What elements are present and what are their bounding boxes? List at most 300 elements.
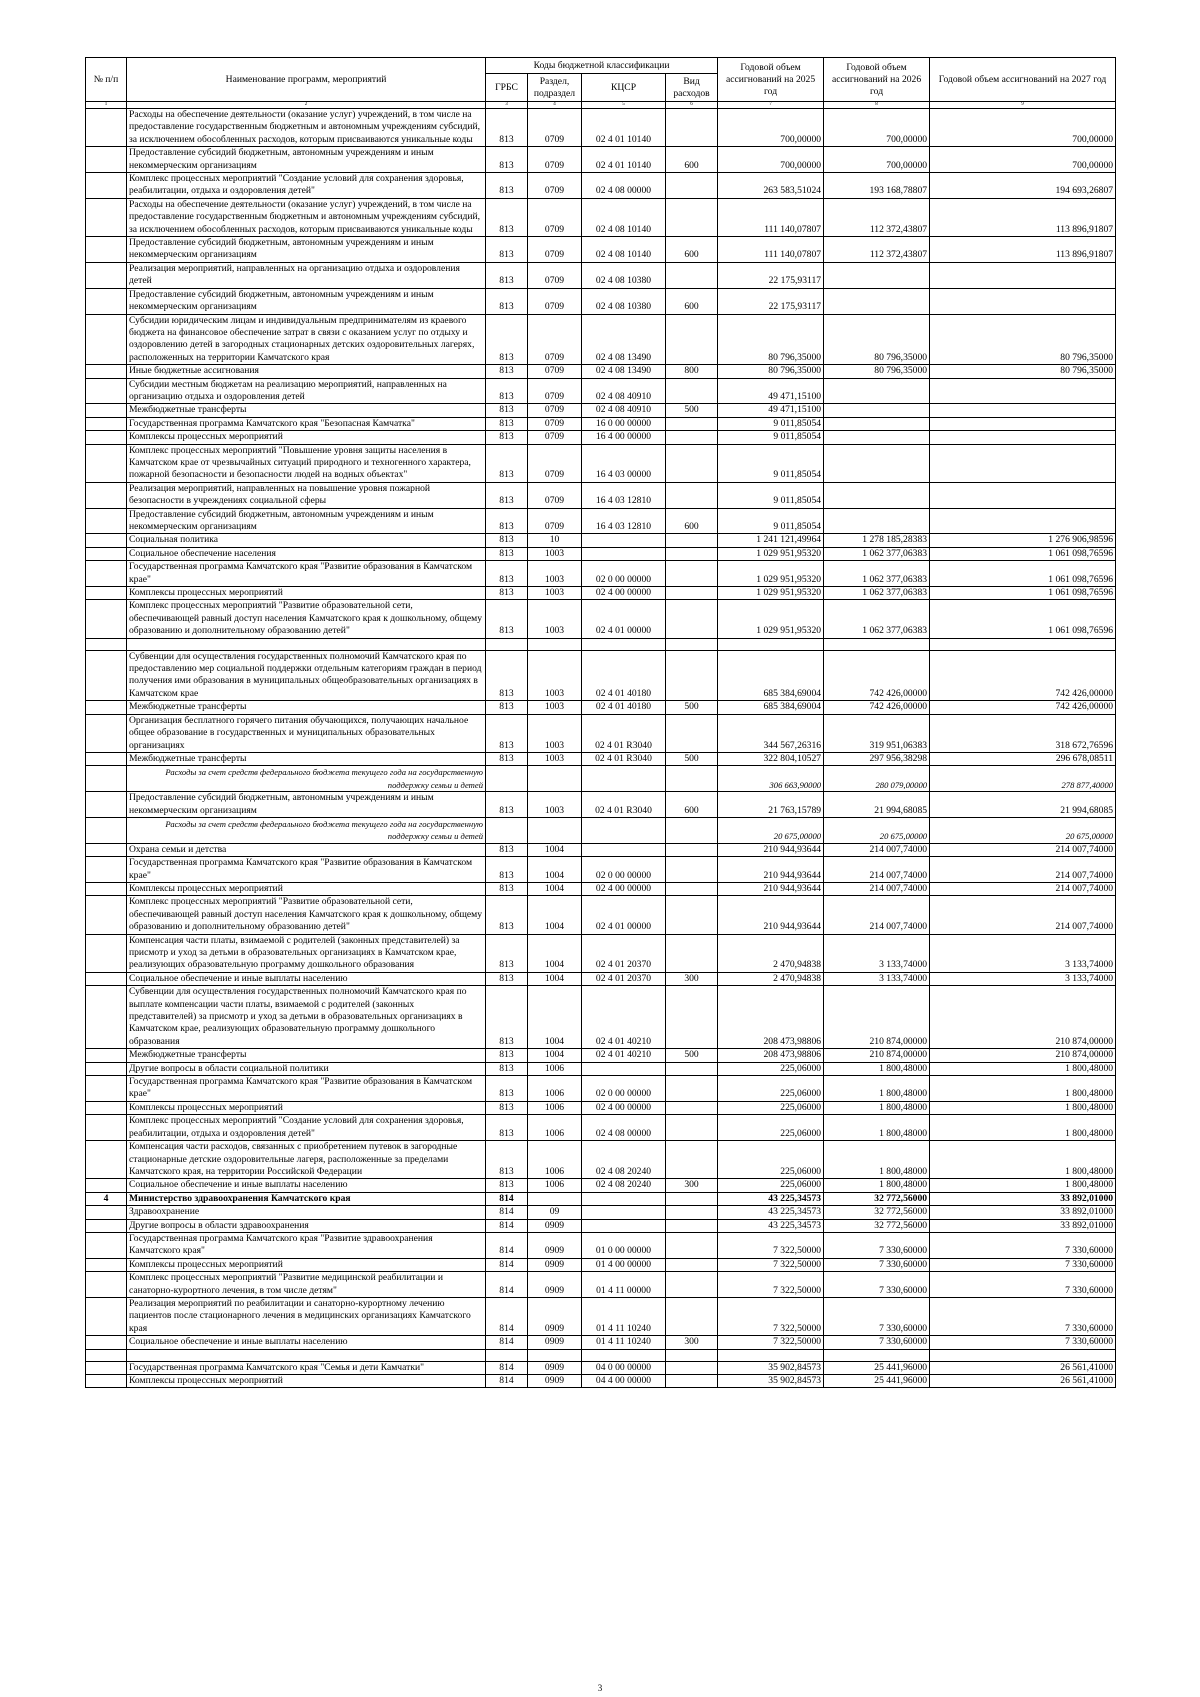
row-amount-2027: 210 874,00000 <box>930 986 1116 1049</box>
row-expense-type <box>666 1361 718 1374</box>
row-number <box>86 237 127 263</box>
row-amount-2025: 322 804,10527 <box>718 752 824 765</box>
row-amount-2026: 297 956,38298 <box>824 752 930 765</box>
row-name: Социальная политика <box>127 534 486 547</box>
table-row <box>86 365 1116 378</box>
row-section: 1003 <box>528 561 582 587</box>
row-grbs: 813 <box>486 650 528 701</box>
table-row <box>86 701 1116 714</box>
row-number <box>86 404 127 417</box>
row-amount-2027: 7 330,60000 <box>930 1336 1116 1349</box>
row-amount-2026: 214 007,74000 <box>824 882 930 895</box>
row-grbs: 813 <box>486 714 528 752</box>
row-kcsr: 02 4 01 00000 <box>582 896 666 934</box>
row-amount-2025: 210 944,93644 <box>718 857 824 883</box>
row-kcsr <box>582 1192 666 1205</box>
row-expense-type <box>666 1272 718 1298</box>
row-number <box>86 1049 127 1062</box>
row-number <box>86 792 127 818</box>
row-number <box>86 1361 127 1374</box>
header-kcsr: КЦСР <box>582 74 666 102</box>
row-section: 1003 <box>528 587 582 600</box>
row-amount-2026: 210 874,00000 <box>824 1049 930 1062</box>
row-amount-2025: 685 384,69004 <box>718 701 824 714</box>
table-row <box>86 714 1116 752</box>
table-row <box>86 587 1116 600</box>
table-row <box>86 600 1116 638</box>
row-grbs: 813 <box>486 896 528 934</box>
table-row <box>86 1258 1116 1271</box>
row-expense-type: 300 <box>666 1336 718 1349</box>
row-expense-type <box>666 109 718 147</box>
row-expense-type <box>666 534 718 547</box>
row-amount-2026: 25 441,96000 <box>824 1375 930 1388</box>
row-section: 0709 <box>528 417 582 430</box>
row-name: Расходы за счет средств федерального бюджета текущего года на государственную поддержку семьи и детей <box>127 766 486 792</box>
row-kcsr: 02 4 08 10140 <box>582 198 666 236</box>
row-number <box>86 534 127 547</box>
row-amount-2026: 112 372,43807 <box>824 237 930 263</box>
row-section: 1003 <box>528 792 582 818</box>
table-row <box>86 1101 1116 1114</box>
row-amount-2027: 1 800,48000 <box>930 1141 1116 1179</box>
row-name: Иные бюджетные ассигнования <box>127 365 486 378</box>
row-amount-2026 <box>824 417 930 430</box>
row-expense-type: 600 <box>666 288 718 314</box>
table-row <box>86 404 1116 417</box>
row-grbs: 814 <box>486 1297 528 1335</box>
row-amount-2025: 1 029 951,95320 <box>718 547 824 560</box>
row-amount-2027: 1 800,48000 <box>930 1101 1116 1114</box>
row-grbs: 813 <box>486 314 528 365</box>
row-number <box>86 896 127 934</box>
row-expense-type: 300 <box>666 1179 718 1192</box>
row-kcsr: 16 4 03 12810 <box>582 508 666 534</box>
row-amount-2027: 194 693,26807 <box>930 173 1116 199</box>
row-number <box>86 714 127 752</box>
row-section: 1006 <box>528 1076 582 1102</box>
row-name: Межбюджетные трансферты <box>127 404 486 417</box>
row-amount-2027: 33 892,01000 <box>930 1206 1116 1219</box>
table-row <box>86 109 1116 147</box>
row-amount-2027 <box>930 431 1116 444</box>
row-number <box>86 198 127 236</box>
row-grbs: 813 <box>486 1062 528 1075</box>
row-amount-2026: 7 330,60000 <box>824 1258 930 1271</box>
row-grbs: 813 <box>486 534 528 547</box>
table-row <box>86 1115 1116 1141</box>
row-name: Комплексы процессных мероприятий <box>127 1258 486 1271</box>
row-amount-2027: 80 796,35000 <box>930 365 1116 378</box>
row-kcsr: 02 4 01 R3040 <box>582 752 666 765</box>
row-grbs: 813 <box>486 109 528 147</box>
budget-table <box>85 57 1116 1388</box>
row-name: Субсидии юридическим лицам и индивидуальным предпринимателям из краевого бюджета на финансовое обеспечение затрат в связи с оказанием услуг по отдыху и оздоровлению детей в загородных стационарных детских оздоровительных лагерях, расположенных на территории Камчатского края <box>127 314 486 365</box>
row-amount-2026: 700,00000 <box>824 147 930 173</box>
row-amount-2027: 214 007,74000 <box>930 896 1116 934</box>
table-row <box>86 896 1116 934</box>
row-amount-2027: 1 800,48000 <box>930 1076 1116 1102</box>
row-expense-type <box>666 1219 718 1232</box>
row-kcsr: 02 4 00 00000 <box>582 882 666 895</box>
row-expense-type <box>666 198 718 236</box>
row-number <box>86 365 127 378</box>
row-amount-2027: 278 877,40000 <box>930 766 1116 792</box>
row-amount-2025: 7 322,50000 <box>718 1272 824 1298</box>
row-expense-type <box>666 817 718 843</box>
row-grbs: 813 <box>486 417 528 430</box>
row-expense-type: 600 <box>666 508 718 534</box>
row-amount-2027 <box>930 417 1116 430</box>
row-amount-2025: 700,00000 <box>718 109 824 147</box>
row-amount-2027: 80 796,35000 <box>930 314 1116 365</box>
row-section: 0909 <box>528 1297 582 1335</box>
row-amount-2025: 225,06000 <box>718 1115 824 1141</box>
row-amount-2026: 214 007,74000 <box>824 843 930 856</box>
row-expense-type <box>666 934 718 972</box>
row-section: 1004 <box>528 972 582 985</box>
row-name: Комплексы процессных мероприятий <box>127 431 486 444</box>
row-amount-2027 <box>930 378 1116 404</box>
row-number <box>86 1336 127 1349</box>
row-name: Комплекс процессных мероприятий "Развитие образовательной сети, обеспечивающей равный доступ населения Камчатского края к дошкольному, общему образованию и дополнительному образованию детей" <box>127 600 486 638</box>
row-kcsr: 16 4 03 12810 <box>582 482 666 508</box>
row-kcsr: 02 4 08 13490 <box>582 365 666 378</box>
row-grbs: 813 <box>486 701 528 714</box>
table-row <box>86 1192 1116 1205</box>
row-amount-2027: 214 007,74000 <box>930 857 1116 883</box>
row-grbs: 813 <box>486 843 528 856</box>
row-number <box>86 843 127 856</box>
row-expense-type <box>666 1115 718 1141</box>
row-name: Реализация мероприятий, направленных на организацию отдыха и оздоровления детей <box>127 262 486 288</box>
row-amount-2027: 26 561,41000 <box>930 1361 1116 1374</box>
row-number <box>86 288 127 314</box>
row-amount-2027: 7 330,60000 <box>930 1232 1116 1258</box>
row-expense-type <box>666 600 718 638</box>
row-amount-2026: 210 874,00000 <box>824 986 930 1049</box>
table-row <box>86 1206 1116 1219</box>
row-expense-type <box>666 857 718 883</box>
row-amount-2026: 319 951,06383 <box>824 714 930 752</box>
row-amount-2026: 214 007,74000 <box>824 857 930 883</box>
row-amount-2027: 7 330,60000 <box>930 1272 1116 1298</box>
table-row <box>86 314 1116 365</box>
row-amount-2025: 210 944,93644 <box>718 843 824 856</box>
row-section: 1003 <box>528 650 582 701</box>
row-expense-type <box>666 1375 718 1388</box>
row-section: 1003 <box>528 600 582 638</box>
row-amount-2026: 280 079,00000 <box>824 766 930 792</box>
row-amount-2025: 111 140,07807 <box>718 198 824 236</box>
page-number: 3 <box>597 1683 603 1693</box>
row-grbs: 814 <box>486 1258 528 1271</box>
table-row <box>86 986 1116 1049</box>
row-amount-2026: 1 800,48000 <box>824 1076 930 1102</box>
row-amount-2025: 35 902,84573 <box>718 1375 824 1388</box>
row-kcsr: 16 0 00 00000 <box>582 417 666 430</box>
row-amount-2027: 33 892,01000 <box>930 1192 1116 1205</box>
row-grbs: 814 <box>486 1206 528 1219</box>
row-number <box>86 766 127 792</box>
row-amount-2026: 80 796,35000 <box>824 365 930 378</box>
row-amount-2027: 742 426,00000 <box>930 701 1116 714</box>
row-section: 1004 <box>528 843 582 856</box>
row-amount-2027: 20 675,00000 <box>930 817 1116 843</box>
row-grbs: 813 <box>486 792 528 818</box>
table-row <box>86 431 1116 444</box>
table-row <box>86 1297 1116 1335</box>
row-section: 0709 <box>528 444 582 482</box>
row-grbs: 813 <box>486 1076 528 1102</box>
row-amount-2026: 1 062 377,06383 <box>824 600 930 638</box>
row-kcsr: 02 4 01 10140 <box>582 109 666 147</box>
row-name: Государственная программа Камчатского края "Развитие образования в Камчатском крае" <box>127 561 486 587</box>
row-number <box>86 547 127 560</box>
table-row <box>86 534 1116 547</box>
row-number <box>86 314 127 365</box>
row-section: 1004 <box>528 1049 582 1062</box>
row-section: 1003 <box>528 547 582 560</box>
row-grbs: 813 <box>486 173 528 199</box>
row-amount-2026: 32 772,56000 <box>824 1192 930 1205</box>
row-section: 0909 <box>528 1272 582 1298</box>
row-expense-type <box>666 561 718 587</box>
row-kcsr: 02 4 08 40910 <box>582 404 666 417</box>
row-grbs: 814 <box>486 1192 528 1205</box>
row-kcsr: 02 4 08 20240 <box>582 1179 666 1192</box>
header-grbs: ГРБС <box>486 74 528 102</box>
row-number <box>86 431 127 444</box>
row-amount-2026: 7 330,60000 <box>824 1336 930 1349</box>
row-amount-2026: 742 426,00000 <box>824 650 930 701</box>
row-amount-2025: 49 471,15100 <box>718 378 824 404</box>
row-kcsr: 02 4 01 R3040 <box>582 714 666 752</box>
row-grbs: 813 <box>486 1141 528 1179</box>
row-name: Комплекс процессных мероприятий "Повышение уровня защиты населения в Камчатском крае от чрезвычайных ситуаций природного и техногенного характера, пожарной безопасности и безопасности людей на водных объектах" <box>127 444 486 482</box>
row-grbs: 813 <box>486 482 528 508</box>
row-amount-2026 <box>824 378 930 404</box>
row-grbs: 814 <box>486 1219 528 1232</box>
row-amount-2025: 9 011,85054 <box>718 482 824 508</box>
table-row <box>86 792 1116 818</box>
row-number <box>86 650 127 701</box>
row-kcsr: 02 4 08 10140 <box>582 237 666 263</box>
row-name: Государственная программа Камчатского края "Семья и дети Камчатки" <box>127 1361 486 1374</box>
row-amount-2026: 193 168,78807 <box>824 173 930 199</box>
row-amount-2025: 1 029 951,95320 <box>718 600 824 638</box>
row-grbs: 813 <box>486 1115 528 1141</box>
row-amount-2026 <box>824 508 930 534</box>
row-name: Комплекс процессных мероприятий "Развитие медицинской реабилитации и санаторно-курортного лечения, в том числе детям" <box>127 1272 486 1298</box>
row-expense-type <box>666 1297 718 1335</box>
row-section: 0909 <box>528 1361 582 1374</box>
table-row <box>86 482 1116 508</box>
row-expense-type: 600 <box>666 147 718 173</box>
row-amount-2025: 225,06000 <box>718 1101 824 1114</box>
row-number <box>86 1272 127 1298</box>
row-amount-2025: 263 583,51024 <box>718 173 824 199</box>
table-row <box>86 766 1116 792</box>
row-name: Реализация мероприятий, направленных на повышение уровня пожарной безопасности в учреждениях социальной сферы <box>127 482 486 508</box>
row-number <box>86 378 127 404</box>
row-name: Другие вопросы в области социальной политики <box>127 1062 486 1075</box>
row-name: Комплексы процессных мероприятий <box>127 1375 486 1388</box>
row-amount-2026: 32 772,56000 <box>824 1206 930 1219</box>
row-expense-type <box>666 1192 718 1205</box>
row-expense-type <box>666 1076 718 1102</box>
table-row <box>86 1141 1116 1179</box>
row-kcsr: 02 4 01 40180 <box>582 650 666 701</box>
row-number <box>86 857 127 883</box>
row-grbs: 814 <box>486 1336 528 1349</box>
row-amount-2026: 7 330,60000 <box>824 1272 930 1298</box>
row-amount-2027: 21 994,68085 <box>930 792 1116 818</box>
row-number <box>86 972 127 985</box>
row-name: Реализация мероприятий по реабилитации и санаторно-курортному лечению пациентов после стационарного лечения в медицинских организациях Камчатского края <box>127 1297 486 1335</box>
row-amount-2025: 210 944,93644 <box>718 882 824 895</box>
row-kcsr: 02 4 08 40910 <box>582 378 666 404</box>
row-amount-2025: 210 944,93644 <box>718 896 824 934</box>
row-expense-type <box>666 173 718 199</box>
row-kcsr: 02 4 01 40210 <box>582 1049 666 1062</box>
row-amount-2025: 1 029 951,95320 <box>718 587 824 600</box>
row-expense-type <box>666 1232 718 1258</box>
row-grbs <box>486 817 528 843</box>
row-amount-2026: 1 062 377,06383 <box>824 587 930 600</box>
row-kcsr: 02 4 01 40210 <box>582 986 666 1049</box>
row-grbs: 814 <box>486 1232 528 1258</box>
row-name: Расходы на обеспечение деятельности (оказание услуг) учреждений, в том числе на предоставление государственным бюджетным и автономным учреждениям субсидий, за исключением обособленных расходов, которым присваиваются уникальные коды <box>127 198 486 236</box>
row-amount-2026: 3 133,74000 <box>824 934 930 972</box>
row-name: Компенсация части платы, взимаемой с родителей (законных представителей) за присмотр и уход за детьми в образовательных организациях в Камчатском крае, реализующих образовательную программу дошкольного образования <box>127 934 486 972</box>
row-amount-2027: 700,00000 <box>930 147 1116 173</box>
table-row <box>86 508 1116 534</box>
row-grbs: 813 <box>486 444 528 482</box>
row-name: Министерство здравоохранения Камчатского края <box>127 1192 486 1205</box>
row-amount-2025: 208 473,98806 <box>718 1049 824 1062</box>
row-expense-type: 600 <box>666 237 718 263</box>
row-amount-2025: 344 567,26316 <box>718 714 824 752</box>
row-number <box>86 934 127 972</box>
row-section: 1004 <box>528 896 582 934</box>
header-num: № п/п <box>86 58 127 102</box>
row-amount-2026: 32 772,56000 <box>824 1219 930 1232</box>
row-kcsr: 02 4 01 R3040 <box>582 792 666 818</box>
row-kcsr: 02 4 01 40180 <box>582 701 666 714</box>
row-number <box>86 986 127 1049</box>
row-grbs: 813 <box>486 986 528 1049</box>
row-section: 1006 <box>528 1115 582 1141</box>
table-row <box>86 1375 1116 1388</box>
table-row <box>86 547 1116 560</box>
row-amount-2026: 1 800,48000 <box>824 1062 930 1075</box>
row-name: Компенсация части расходов, связанных с приобретением путевок в загородные стационарные детские оздоровительные лагеря, расположенные за пределами Камчатского края, на территории Российской Федерации <box>127 1141 486 1179</box>
header-codes: Коды бюджетной классификации <box>486 58 718 74</box>
row-kcsr: 02 4 08 10380 <box>582 288 666 314</box>
row-kcsr: 02 4 08 10380 <box>582 262 666 288</box>
row-grbs: 813 <box>486 600 528 638</box>
row-section: 1004 <box>528 882 582 895</box>
row-amount-2027: 113 896,91807 <box>930 237 1116 263</box>
row-amount-2025: 80 796,35000 <box>718 365 824 378</box>
row-number <box>86 1375 127 1388</box>
row-kcsr: 02 4 08 13490 <box>582 314 666 365</box>
row-section: 0709 <box>528 147 582 173</box>
row-grbs: 813 <box>486 752 528 765</box>
row-name: Комплексы процессных мероприятий <box>127 1101 486 1114</box>
row-expense-type <box>666 986 718 1049</box>
row-kcsr: 02 4 01 20370 <box>582 934 666 972</box>
row-name: Государственная программа Камчатского края "Развитие образования в Камчатском крае" <box>127 1076 486 1102</box>
row-section: 0709 <box>528 365 582 378</box>
row-amount-2025: 225,06000 <box>718 1062 824 1075</box>
row-name: Предоставление субсидий бюджетным, автономным учреждениям и иным некоммерческим организациям <box>127 237 486 263</box>
header-name: Наименование программ, мероприятий <box>127 58 486 102</box>
row-amount-2027: 210 874,00000 <box>930 1049 1116 1062</box>
header-2026: Годовой объем ассигнований на 2026 год <box>824 58 930 102</box>
row-amount-2025: 43 225,34573 <box>718 1219 824 1232</box>
row-amount-2027: 700,00000 <box>930 109 1116 147</box>
row-name: Государственная программа Камчатского края "Развитие образования в Камчатском крае" <box>127 857 486 883</box>
column-number: 2 <box>127 102 486 109</box>
row-kcsr <box>582 547 666 560</box>
table-row <box>86 198 1116 236</box>
row-amount-2026: 214 007,74000 <box>824 896 930 934</box>
row-section: 1004 <box>528 986 582 1049</box>
row-number <box>86 587 127 600</box>
row-amount-2025: 9 011,85054 <box>718 417 824 430</box>
row-expense-type <box>666 1206 718 1219</box>
row-grbs: 813 <box>486 237 528 263</box>
row-kcsr: 02 4 01 20370 <box>582 972 666 985</box>
row-name: Социальное обеспечение и иные выплаты населению <box>127 1179 486 1192</box>
table-row <box>86 561 1116 587</box>
column-number: 9 <box>930 102 1116 109</box>
row-kcsr: 02 0 00 00000 <box>582 1076 666 1102</box>
row-amount-2027: 296 678,08511 <box>930 752 1116 765</box>
row-grbs: 813 <box>486 288 528 314</box>
row-name: Расходы за счет средств федерального бюджета текущего года на государственную поддержку семьи и детей <box>127 817 486 843</box>
table-row <box>86 378 1116 404</box>
row-grbs: 813 <box>486 1179 528 1192</box>
table-row <box>86 1179 1116 1192</box>
row-amount-2026: 20 675,00000 <box>824 817 930 843</box>
row-section: 0709 <box>528 482 582 508</box>
row-kcsr: 02 4 01 10140 <box>582 147 666 173</box>
row-section: 0709 <box>528 237 582 263</box>
column-number: 8 <box>824 102 930 109</box>
column-number: 1 <box>86 102 127 109</box>
row-expense-type <box>666 587 718 600</box>
row-amount-2027: 3 133,74000 <box>930 934 1116 972</box>
row-name: Комплекс процессных мероприятий "Создание условий для сохранения здоровья, реабилитации, отдыха и оздоровления детей" <box>127 1115 486 1141</box>
row-amount-2026: 7 330,60000 <box>824 1232 930 1258</box>
row-name: Комплекс процессных мероприятий "Развитие образовательной сети, обеспечивающей равный доступ населения Камчатского края к дошкольному, общему образованию и дополнительному образованию детей" <box>127 896 486 934</box>
row-grbs: 813 <box>486 934 528 972</box>
row-amount-2026: 1 800,48000 <box>824 1179 930 1192</box>
row-number: 4 <box>86 1192 127 1205</box>
row-expense-type <box>666 417 718 430</box>
row-expense-type <box>666 1141 718 1179</box>
table-row <box>86 843 1116 856</box>
column-number: 4 <box>528 102 582 109</box>
row-section: 1003 <box>528 752 582 765</box>
row-section: 0709 <box>528 314 582 365</box>
row-expense-type: 500 <box>666 404 718 417</box>
row-amount-2025: 43 225,34573 <box>718 1192 824 1205</box>
row-kcsr: 02 4 01 00000 <box>582 600 666 638</box>
